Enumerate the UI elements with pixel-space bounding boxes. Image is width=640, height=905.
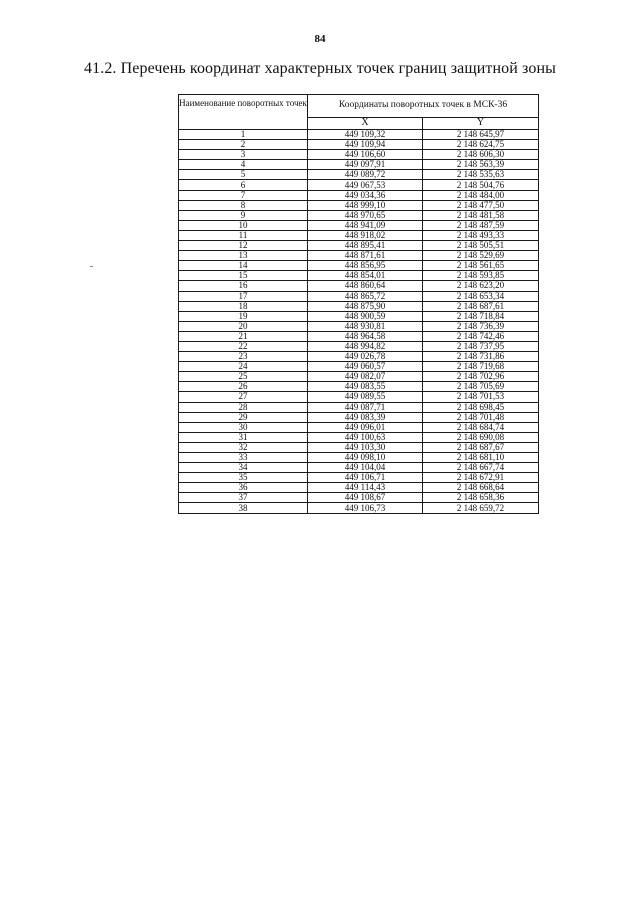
y-coordinate-cell: 2 148 658,36 (423, 493, 539, 503)
point-number-cell: 6 (179, 180, 308, 190)
point-number-cell: 24 (179, 362, 308, 372)
x-coordinate-cell: 448 895,41 (308, 241, 423, 251)
x-coordinate-cell: 449 098,10 (308, 453, 423, 463)
x-coordinate-cell: 448 875,90 (308, 301, 423, 311)
x-coordinate-cell: 448 999,10 (308, 200, 423, 210)
y-coordinate-cell: 2 148 742,46 (423, 331, 539, 341)
point-number-cell: 25 (179, 372, 308, 382)
table-row (179, 372, 539, 382)
x-coordinate-cell: 449 082,07 (308, 372, 423, 382)
x-coordinate-cell: 449 067,53 (308, 180, 423, 190)
header-coordinates-group: Координаты поворотных точек в МСК-36 (308, 95, 539, 118)
y-coordinate-cell: 2 148 731,86 (423, 352, 539, 362)
table-row (179, 200, 539, 210)
table-row (179, 311, 539, 321)
header-x: X (308, 117, 423, 129)
coordinates-table (178, 94, 539, 514)
x-coordinate-cell: 448 856,95 (308, 261, 423, 271)
x-coordinate-cell: 448 860,64 (308, 281, 423, 291)
x-coordinate-cell: 448 871,61 (308, 251, 423, 261)
point-number-cell: 18 (179, 301, 308, 311)
y-coordinate-cell: 2 148 687,61 (423, 301, 539, 311)
y-coordinate-cell: 2 148 477,50 (423, 200, 539, 210)
y-coordinate-cell: 2 148 561,65 (423, 261, 539, 271)
x-coordinate-cell: 449 108,67 (308, 493, 423, 503)
table-row (179, 392, 539, 402)
y-coordinate-cell: 2 148 698,45 (423, 402, 539, 412)
x-coordinate-cell: 448 970,65 (308, 210, 423, 220)
table-row (179, 422, 539, 432)
table-row (179, 140, 539, 150)
y-coordinate-cell: 2 148 672,91 (423, 473, 539, 483)
x-coordinate-cell: 449 060,57 (308, 362, 423, 372)
point-number-cell: 21 (179, 331, 308, 341)
y-coordinate-cell: 2 148 529,69 (423, 251, 539, 261)
point-number-cell: 13 (179, 251, 308, 261)
table-row (179, 160, 539, 170)
point-number-cell: 4 (179, 160, 308, 170)
point-number-cell: 9 (179, 210, 308, 220)
x-coordinate-cell: 449 103,30 (308, 442, 423, 452)
x-coordinate-cell: 448 964,58 (308, 331, 423, 341)
point-number-cell: 19 (179, 311, 308, 321)
y-coordinate-cell: 2 148 624,75 (423, 140, 539, 150)
header-point-name: Наименование поворотных точек (179, 95, 308, 130)
table-row (179, 281, 539, 291)
point-number-cell: 15 (179, 271, 308, 281)
x-coordinate-cell: 449 034,36 (308, 190, 423, 200)
point-number-cell: 17 (179, 291, 308, 301)
x-coordinate-cell: 448 865,72 (308, 291, 423, 301)
x-coordinate-cell: 449 089,72 (308, 170, 423, 180)
point-number-cell: 36 (179, 483, 308, 493)
x-coordinate-cell: 449 109,32 (308, 130, 423, 140)
table-row (179, 220, 539, 230)
table-row (179, 362, 539, 372)
x-coordinate-cell: 449 083,39 (308, 412, 423, 422)
point-number-cell: 27 (179, 392, 308, 402)
x-coordinate-cell: 449 100,63 (308, 432, 423, 442)
table-row (179, 180, 539, 190)
point-number-cell: 11 (179, 230, 308, 240)
point-number-cell: 37 (179, 493, 308, 503)
y-coordinate-cell: 2 148 736,39 (423, 321, 539, 331)
x-coordinate-cell: 448 941,09 (308, 220, 423, 230)
y-coordinate-cell: 2 148 681,10 (423, 453, 539, 463)
table-row (179, 251, 539, 261)
table-row (179, 442, 539, 452)
y-coordinate-cell: 2 148 493,33 (423, 230, 539, 240)
y-coordinate-cell: 2 148 668,64 (423, 483, 539, 493)
x-coordinate-cell: 448 994,82 (308, 341, 423, 351)
point-number-cell: 38 (179, 503, 308, 513)
y-coordinate-cell: 2 148 687,67 (423, 442, 539, 452)
point-number-cell: 33 (179, 453, 308, 463)
table-row (179, 331, 539, 341)
table-row (179, 503, 539, 513)
y-coordinate-cell: 2 148 487,59 (423, 220, 539, 230)
table-row (179, 210, 539, 220)
table-row (179, 241, 539, 251)
y-coordinate-cell: 2 148 593,85 (423, 271, 539, 281)
point-number-cell: 29 (179, 412, 308, 422)
point-number-cell: 2 (179, 140, 308, 150)
table-row (179, 432, 539, 442)
point-number-cell: 1 (179, 130, 308, 140)
y-coordinate-cell: 2 148 667,74 (423, 463, 539, 473)
point-number-cell: 5 (179, 170, 308, 180)
x-coordinate-cell: 448 918,02 (308, 230, 423, 240)
table-row (179, 170, 539, 180)
page-number: 84 (314, 33, 326, 45)
table-row (179, 493, 539, 503)
point-number-cell: 28 (179, 402, 308, 412)
x-coordinate-cell: 449 026,78 (308, 352, 423, 362)
table-row (179, 301, 539, 311)
x-coordinate-cell: 449 106,73 (308, 503, 423, 513)
point-number-cell: 14 (179, 261, 308, 271)
x-coordinate-cell: 449 096,01 (308, 422, 423, 432)
table-row (179, 412, 539, 422)
header-y: Y (423, 117, 539, 129)
y-coordinate-cell: 2 148 563,39 (423, 160, 539, 170)
y-coordinate-cell: 2 148 484,00 (423, 190, 539, 200)
x-coordinate-cell: 449 106,71 (308, 473, 423, 483)
table-row (179, 341, 539, 351)
y-coordinate-cell: 2 148 702,96 (423, 372, 539, 382)
point-number-cell: 34 (179, 463, 308, 473)
point-number-cell: 26 (179, 382, 308, 392)
point-number-cell: 20 (179, 321, 308, 331)
point-number-cell: 16 (179, 281, 308, 291)
x-coordinate-cell: 449 097,91 (308, 160, 423, 170)
point-number-cell: 32 (179, 442, 308, 452)
point-number-cell: 31 (179, 432, 308, 442)
y-coordinate-cell: 2 148 653,34 (423, 291, 539, 301)
y-coordinate-cell: 2 148 718,84 (423, 311, 539, 321)
x-coordinate-cell: 449 109,94 (308, 140, 423, 150)
section-title: 41.2. Перечень координат характерных точек границ защитной зоны (84, 60, 556, 77)
x-coordinate-cell: 448 900,59 (308, 311, 423, 321)
table-row (179, 352, 539, 362)
point-number-cell: 3 (179, 150, 308, 160)
x-coordinate-cell: 449 106,60 (308, 150, 423, 160)
table-row (179, 483, 539, 493)
y-coordinate-cell: 2 148 705,69 (423, 382, 539, 392)
scan-artifact-mark (90, 266, 93, 267)
table-row (179, 130, 539, 140)
y-coordinate-cell: 2 148 505,51 (423, 241, 539, 251)
y-coordinate-cell: 2 148 659,72 (423, 503, 539, 513)
point-number-cell: 12 (179, 241, 308, 251)
y-coordinate-cell: 2 148 701,48 (423, 412, 539, 422)
x-coordinate-cell: 449 089,55 (308, 392, 423, 402)
x-coordinate-cell: 449 083,55 (308, 382, 423, 392)
x-coordinate-cell: 449 104,04 (308, 463, 423, 473)
y-coordinate-cell: 2 148 684,74 (423, 422, 539, 432)
table-row (179, 463, 539, 473)
y-coordinate-cell: 2 148 481,58 (423, 210, 539, 220)
table-row (179, 382, 539, 392)
y-coordinate-cell: 2 148 606,30 (423, 150, 539, 160)
coordinates-table-body (179, 130, 539, 514)
table-row (179, 261, 539, 271)
table-row (179, 453, 539, 463)
x-coordinate-cell: 449 114,43 (308, 483, 423, 493)
table-row (179, 150, 539, 160)
point-number-cell: 10 (179, 220, 308, 230)
y-coordinate-cell: 2 148 701,53 (423, 392, 539, 402)
y-coordinate-cell: 2 148 737,95 (423, 341, 539, 351)
table-row (179, 271, 539, 281)
table-row (179, 190, 539, 200)
x-coordinate-cell: 448 930,81 (308, 321, 423, 331)
table-row (179, 402, 539, 412)
y-coordinate-cell: 2 148 690,08 (423, 432, 539, 442)
table-row (179, 321, 539, 331)
y-coordinate-cell: 2 148 504,76 (423, 180, 539, 190)
x-coordinate-cell: 449 087,71 (308, 402, 423, 412)
table-row (179, 473, 539, 483)
point-number-cell: 35 (179, 473, 308, 483)
y-coordinate-cell: 2 148 535,63 (423, 170, 539, 180)
point-number-cell: 22 (179, 341, 308, 351)
y-coordinate-cell: 2 148 645,97 (423, 130, 539, 140)
point-number-cell: 23 (179, 352, 308, 362)
point-number-cell: 8 (179, 200, 308, 210)
table-row (179, 230, 539, 240)
y-coordinate-cell: 2 148 719,68 (423, 362, 539, 372)
y-coordinate-cell: 2 148 623,20 (423, 281, 539, 291)
point-number-cell: 30 (179, 422, 308, 432)
point-number-cell: 7 (179, 190, 308, 200)
table-row (179, 291, 539, 301)
x-coordinate-cell: 448 854,01 (308, 271, 423, 281)
